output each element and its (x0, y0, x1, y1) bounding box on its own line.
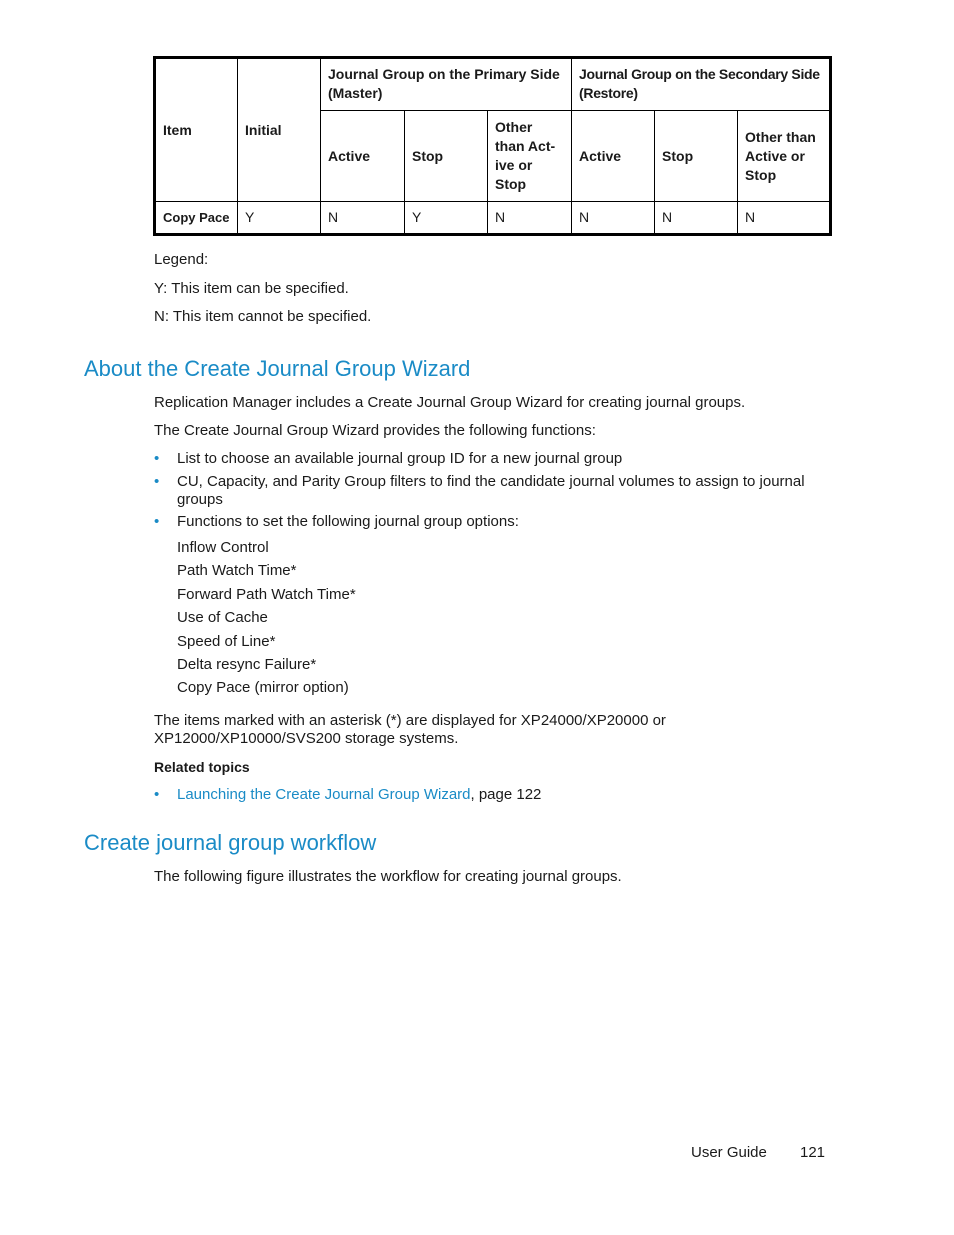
bullet-icon: • (154, 786, 160, 803)
asterisk-note: The items marked with an asterisk (*) are displayed for XP24000/XP20000 or XP12000/XP10000/SVS200 storage systems. (154, 712, 666, 747)
related-topic-item (154, 786, 541, 804)
option-item: Path Watch Time* (177, 562, 297, 580)
list-item: • Functions to set the following journal group options: (154, 513, 519, 530)
header-active-primary: Active (321, 111, 405, 202)
header-active-secondary: Active (572, 111, 655, 202)
workflow-paragraph: The following figure illustrates the workflow for creating journal groups. (154, 868, 622, 885)
option-list (177, 539, 356, 703)
functions-paragraph: The Create Journal Group Wizard provides the following functions: (154, 422, 596, 439)
bullet-icon: • (154, 513, 160, 530)
option-item: Forward Path Watch Time* (177, 585, 356, 603)
cell-other-secondary: N (738, 202, 831, 235)
header-other-secondary: Other than Active or Stop (738, 111, 831, 202)
options-table (153, 56, 832, 236)
header-stop-secondary: Stop (655, 111, 738, 202)
option-item: Use of Cache (177, 609, 268, 627)
bullet-icon: • (154, 473, 160, 490)
function-list (154, 450, 834, 531)
cell-active-primary: N (321, 202, 405, 235)
bullet-icon: • (154, 450, 160, 467)
related-topic-link[interactable]: Launching the Create Journal Group Wizard (177, 786, 471, 803)
intro-paragraph: Replication Manager includes a Create Journal Group Wizard for creating journal groups. (154, 394, 746, 411)
header-item: Item (155, 58, 238, 202)
cell-stop-primary: Y (405, 202, 488, 235)
page-number: 121 (800, 1144, 826, 1161)
legend-title: Legend: (154, 251, 209, 268)
option-item: Inflow Control (177, 539, 269, 556)
header-initial: Initial (238, 58, 321, 202)
list-item: • CU, Capacity, and Parity Group filters to find the candidate journal volumes to assign to journal groups (154, 473, 805, 508)
footer-guide: User Guide (691, 1144, 767, 1161)
cell-stop-secondary: N (655, 202, 738, 235)
option-item: Copy Pace (mirror option) (177, 679, 349, 697)
option-item: Delta resync Failure* (177, 655, 317, 673)
section-heading-workflow: Create journal group workflow (84, 830, 377, 855)
section-heading-about: About the Create Journal Group Wizard (84, 356, 471, 381)
cell-other-primary: N (488, 202, 572, 235)
header-stop-primary: Stop (405, 111, 488, 202)
header-secondary: Journal Group on the Secondary Side (Restore) (572, 58, 831, 111)
related-topic-page: , page 122 (470, 786, 542, 803)
header-other-primary: Other than Act-ive or Stop (488, 111, 572, 202)
cell-active-secondary: N (572, 202, 655, 235)
legend-y: Y: This item can be specified. (154, 280, 349, 297)
header-primary: Journal Group on the Primary Side (Master) (321, 58, 572, 111)
row-item: Copy Pace (155, 202, 238, 235)
cell-initial: Y (238, 202, 321, 235)
related-topics-title: Related topics (154, 759, 250, 775)
table-row (155, 202, 831, 235)
legend-n: N: This item cannot be specified. (154, 308, 372, 325)
list-item: • List to choose an available journal group ID for a new journal group (154, 450, 623, 467)
option-item: Speed of Line* (177, 632, 276, 650)
